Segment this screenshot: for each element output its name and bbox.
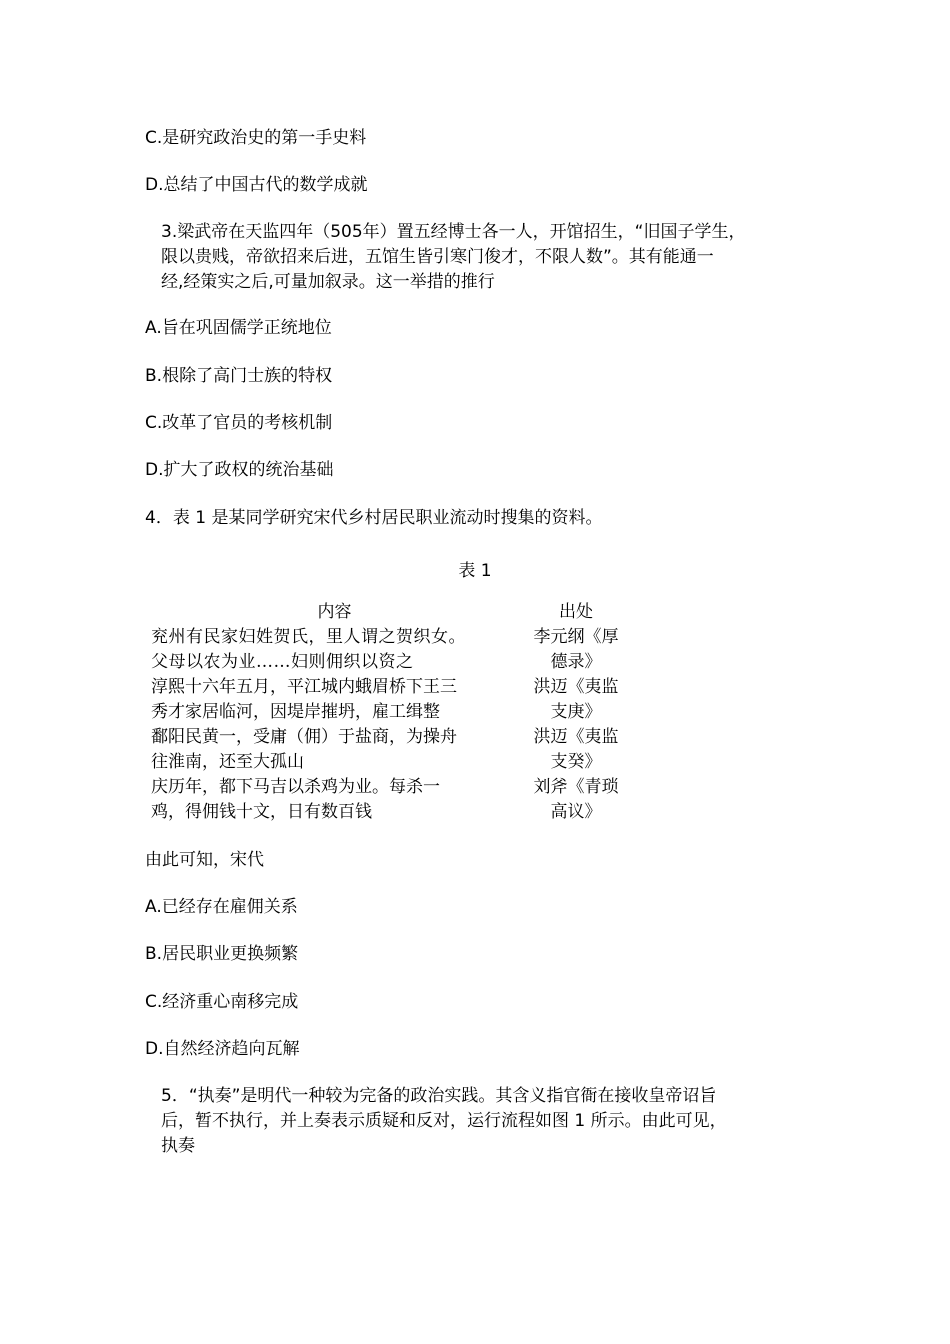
table-caption: 表 1 — [458, 561, 492, 581]
content-line: 鸡，得佣钱十文，日有数百钱 — [151, 802, 372, 822]
source-line: 李元纲《厚 — [533, 627, 619, 647]
row-content — [148, 675, 521, 725]
content-line: 鄱阳民黄一，受庸（佣）于盐商，为操舟 — [151, 727, 457, 747]
header-source: 出处 — [559, 602, 593, 622]
content-line: 淳熙十六年五月，平江城内蛾眉桥下王三 — [151, 677, 457, 697]
q3-stem — [161, 220, 821, 295]
row-content — [148, 725, 521, 775]
content-line: 秀才家居临河，因堤岸摧坍，雇工缉整 — [151, 702, 440, 722]
q4-option-a: A.已经存在雇佣关系 — [145, 897, 298, 917]
q4-option-c: C.经济重心南移完成 — [145, 992, 299, 1012]
q4-option-d: D.自然经济趋向瓦解 — [145, 1039, 300, 1059]
table-row — [148, 675, 631, 725]
source-line: 支庚》 — [550, 702, 602, 722]
content-line: 父母以农为业……妇则佣织以资之 — [151, 652, 414, 672]
q3-stem-line: 经,经策实之后,可量加叙录。这一举措的推行 — [161, 272, 495, 292]
row-source — [521, 775, 631, 825]
q5-stem — [161, 1084, 821, 1159]
q3-option-a: A.旨在巩固儒学正统地位 — [145, 318, 332, 338]
source-line: 洪迈《夷监 — [533, 727, 619, 747]
q4-option-b: B.居民职业更换频繁 — [145, 944, 299, 964]
q4-conclusion: 由此可知，宋代 — [145, 850, 264, 870]
q3-stem-line: 3.梁武帝在天监四年（505年）置五经博士各一人，开馆招生，“旧国子学生， — [161, 222, 746, 242]
row-source — [521, 625, 631, 675]
q2-option-d: D.总结了中国古代的数学成就 — [145, 175, 368, 195]
q5-stem-line: 执奏 — [161, 1136, 195, 1156]
source-table — [148, 600, 631, 825]
table-row — [148, 625, 631, 675]
q3-option-b: B.根除了高门士族的特权 — [145, 366, 333, 386]
q4-stem: 4．表 1 是某同学研究宋代乡村居民职业流动时搜集的资料。 — [145, 508, 603, 528]
source-line: 支癸》 — [550, 752, 602, 772]
row-content — [148, 775, 521, 825]
source-line: 高议》 — [550, 802, 602, 822]
row-source — [521, 675, 631, 725]
row-source — [521, 725, 631, 775]
row-content — [148, 625, 521, 675]
content-line: 兖州有民家妇姓贺氏，里人谓之贺织女。 — [151, 627, 466, 647]
table-row — [148, 775, 631, 825]
source-line: 洪迈《夷监 — [533, 677, 619, 697]
q2-option-c: C.是研究政治史的第一手史料 — [145, 128, 367, 148]
q3-option-d: D.扩大了政权的统治基础 — [145, 460, 334, 480]
header-content: 内容 — [317, 602, 352, 622]
table-row — [148, 725, 631, 775]
source-line: 刘斧《青琐 — [533, 777, 619, 797]
q5-stem-line: 后，暂不执行，并上奏表示质疑和反对，运行流程如图 1 所示。由此可见， — [161, 1111, 727, 1131]
content-line: 往淮南，还至大孤山 — [151, 752, 304, 772]
table-header-row — [148, 600, 631, 625]
q3-option-c: C.改革了官员的考核机制 — [145, 413, 333, 433]
content-line: 庆历年，都下马吉以杀鸡为业。每杀一 — [151, 777, 440, 797]
q5-stem-line: 5．“执奏”是明代一种较为完备的政治实践。其含义指官衙在接收皇帝诏旨 — [161, 1086, 717, 1106]
source-line: 德录》 — [550, 652, 602, 672]
q3-stem-line: 限以贵贱，帝欲招来后进，五馆生皆引寒门俊才，不限人数”。其有能通一 — [161, 247, 714, 267]
